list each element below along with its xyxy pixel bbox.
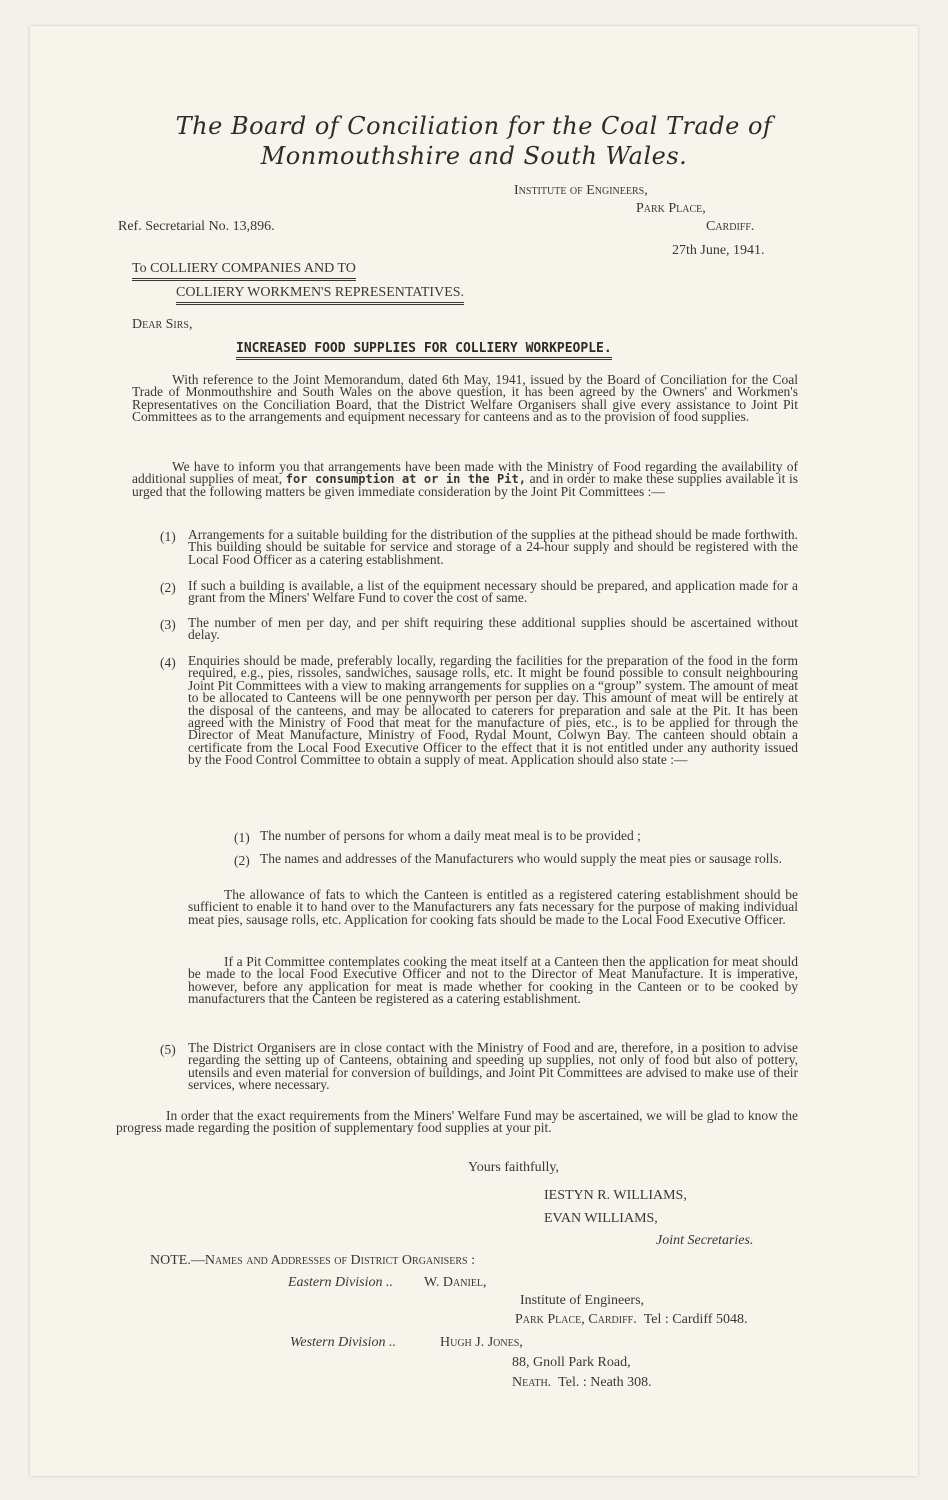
- paragraph-fats: The allowance of fats to which the Canteen is entitled as a registered catering establishment should be sufficient to enable it to hand over to the Manufacturers any fats necessary for the purpose of making individual meat pies, sausage rolls, etc. Application for cooking fats should be made to the Local Food Executive Officer.: [188, 887, 798, 927]
- subject-heading: INCREASED FOOD SUPPLIES FOR COLLIERY WORKPEOPLE.: [236, 341, 612, 360]
- western-division-label: Western Division ..: [290, 1335, 397, 1350]
- item-5-number: (5): [160, 1042, 176, 1057]
- eastern-division-label: Eastern Division ..: [288, 1275, 393, 1290]
- western-telephone: Tel. : Neath 308.: [558, 1375, 652, 1390]
- subitem-1-text: The number of persons for whom a daily meat meal is to be provided ;: [260, 828, 641, 843]
- paragraph-closing: In order that the exact requirements from the Miners' Welfare Fund may be ascertained, we will be glad to know the progress made regarding the position of supplementary food supplies at your pit.: [116, 1108, 798, 1136]
- salutation: Dear Sirs,: [132, 317, 193, 332]
- paragraph-intro: With reference to the Joint Memorandum, dated 6th May, 1941, issued by the Board of Conciliation for the Coal Trade of Monmouthshire and South Wales on the above question, it has been agreed by the Owners' and Workmen's Representatives on the Conciliation Board, that the District Welfare Organisers shall give every assistance to Joint Pit Committees as to the arrangements and equipment necessary for canteens and as to the provision of food supplies.: [132, 372, 798, 425]
- eastern-address-line2: Park Place, Cardiff. Tel : Cardiff 5048.: [515, 1312, 748, 1327]
- item-5-text: The District Organisers are in close contact with the Ministry of Food and are, therefore, in a position to advise regarding the setting up of Canteens, obtaining and speeding up supplies, not only of food but also of pottery, utensils and even material for conversion of buildings, and Joint Pit Committees are advised to make use of their services, where necessary.: [188, 1040, 798, 1093]
- western-organiser-name: Hugh J. Jones,: [440, 1335, 523, 1350]
- subitem-1-number: (1): [234, 830, 250, 845]
- signatory-evan-williams: EVAN WILLIAMS,: [544, 1211, 658, 1226]
- eastern-address-line1: Institute of Engineers,: [520, 1293, 645, 1308]
- western-address-line1: 88, Gnoll Park Road,: [512, 1355, 631, 1370]
- signatory-iestyn-williams: IESTYN R. WILLIAMS,: [544, 1188, 687, 1203]
- item-1-number: (1): [160, 529, 176, 544]
- addressee-line1: To COLLIERY COMPANIES AND TO: [132, 262, 356, 275]
- letterhead-title-line2: Monmouthshire and South Wales.: [260, 142, 688, 170]
- note-heading: NOTE.—Names and Addresses of District Organisers :: [150, 1253, 475, 1268]
- item-4-text: Enquiries should be made, preferably locally, regarding the facilities for the preparation of the food in the form required, e.g., pies, rissoles, sandwiches, sausage rolls, etc. It might be found possible to consult neighbouring Joint Pit Committees with a view to making arrangements for supplies on a “group” system. The amount of meat to be allocated to Canteens will be one pennyworth per person per day. This amount of meat will be entirely at the disposal of the canteens, and may be allocated to caterers for preparation and sale at the Pit. It has been agreed with the Ministry of Food that meat for the manufacture of pies, etc., is to be applied for through the Director of Meat Manufacture, Ministry of Food, Rydal Mount, Colwyn Bay. The canteen should obtain a certificate from the Local Food Executive Officer to the effect that it is not entitled under any authority issued by the Food Control Committee to obtain a supply of meat. Application should also state :—: [188, 653, 798, 768]
- item-3-number: (3): [160, 617, 176, 632]
- item-2-number: (2): [160, 580, 176, 595]
- letterhead-address-line3: Cardiff.: [706, 219, 755, 234]
- signatory-title: Joint Secretaries.: [656, 1233, 754, 1248]
- item-4-number: (4): [160, 655, 176, 670]
- letterhead-address-line1: Institute of Engineers,: [514, 183, 648, 198]
- western-address-line2: Neath. Tel. : Neath 308.: [512, 1375, 652, 1390]
- reference-number: Ref. Secretarial No. 13,896.: [118, 219, 275, 234]
- emphasis-consumption: for consumption at or in the Pit,: [285, 472, 526, 487]
- letterhead-title-line1: The Board of Conciliation for the Coal Trade of: [175, 112, 773, 140]
- addressee-line2: COLLIERY WORKMEN'S REPRESENTATIVES.: [176, 286, 464, 299]
- item-1-text: Arrangements for a suitable building for the distribution of the supplies at the pithead should be made forthwith. This building should be suitable for service and storage of a 24-hour supply and should be registered with the Local Food Officer as a catering establishment.: [188, 527, 798, 567]
- signoff: Yours faithfully,: [468, 1160, 560, 1175]
- subitem-2-text: The names and addresses of the Manufacturers who would supply the meat pies or sausage rolls.: [260, 851, 782, 866]
- paragraph-cooking: If a Pit Committee contemplates cooking the meat itself at a Canteen then the application for meat should be made to the local Food Executive Officer and not to the Director of Meat Manufacture. It is imperative, however, before any application for meat is made whether for cooking in the Canteen or to be cooked by manufacturers that the Canteen be registered as a catering establishment.: [188, 954, 798, 1007]
- subitem-2-number: (2): [234, 853, 250, 868]
- item-3-text: The number of men per day, and per shift requiring these additional supplies should be ascertained without delay.: [188, 615, 798, 643]
- item-2-text: If such a building is available, a list of the equipment necessary should be prepared, and application made for a grant from the Miners' Welfare Fund to cover the cost of same.: [188, 578, 798, 606]
- letter-date: 27th June, 1941.: [672, 243, 765, 258]
- letterhead-address-line2: Park Place,: [636, 201, 706, 216]
- eastern-organiser-name: W. Daniel,: [424, 1275, 487, 1290]
- eastern-telephone: Tel : Cardiff 5048.: [643, 1312, 748, 1327]
- paragraph-arrangements: We have to inform you that arrangements have been made with the Ministry of Food regarding the availability of additional supplies of meat, for consumption at or in the Pit, and in order to make these supplies available it is urged that the following matters be given immediate consideration by the Joint Pit Committees :—: [132, 459, 799, 499]
